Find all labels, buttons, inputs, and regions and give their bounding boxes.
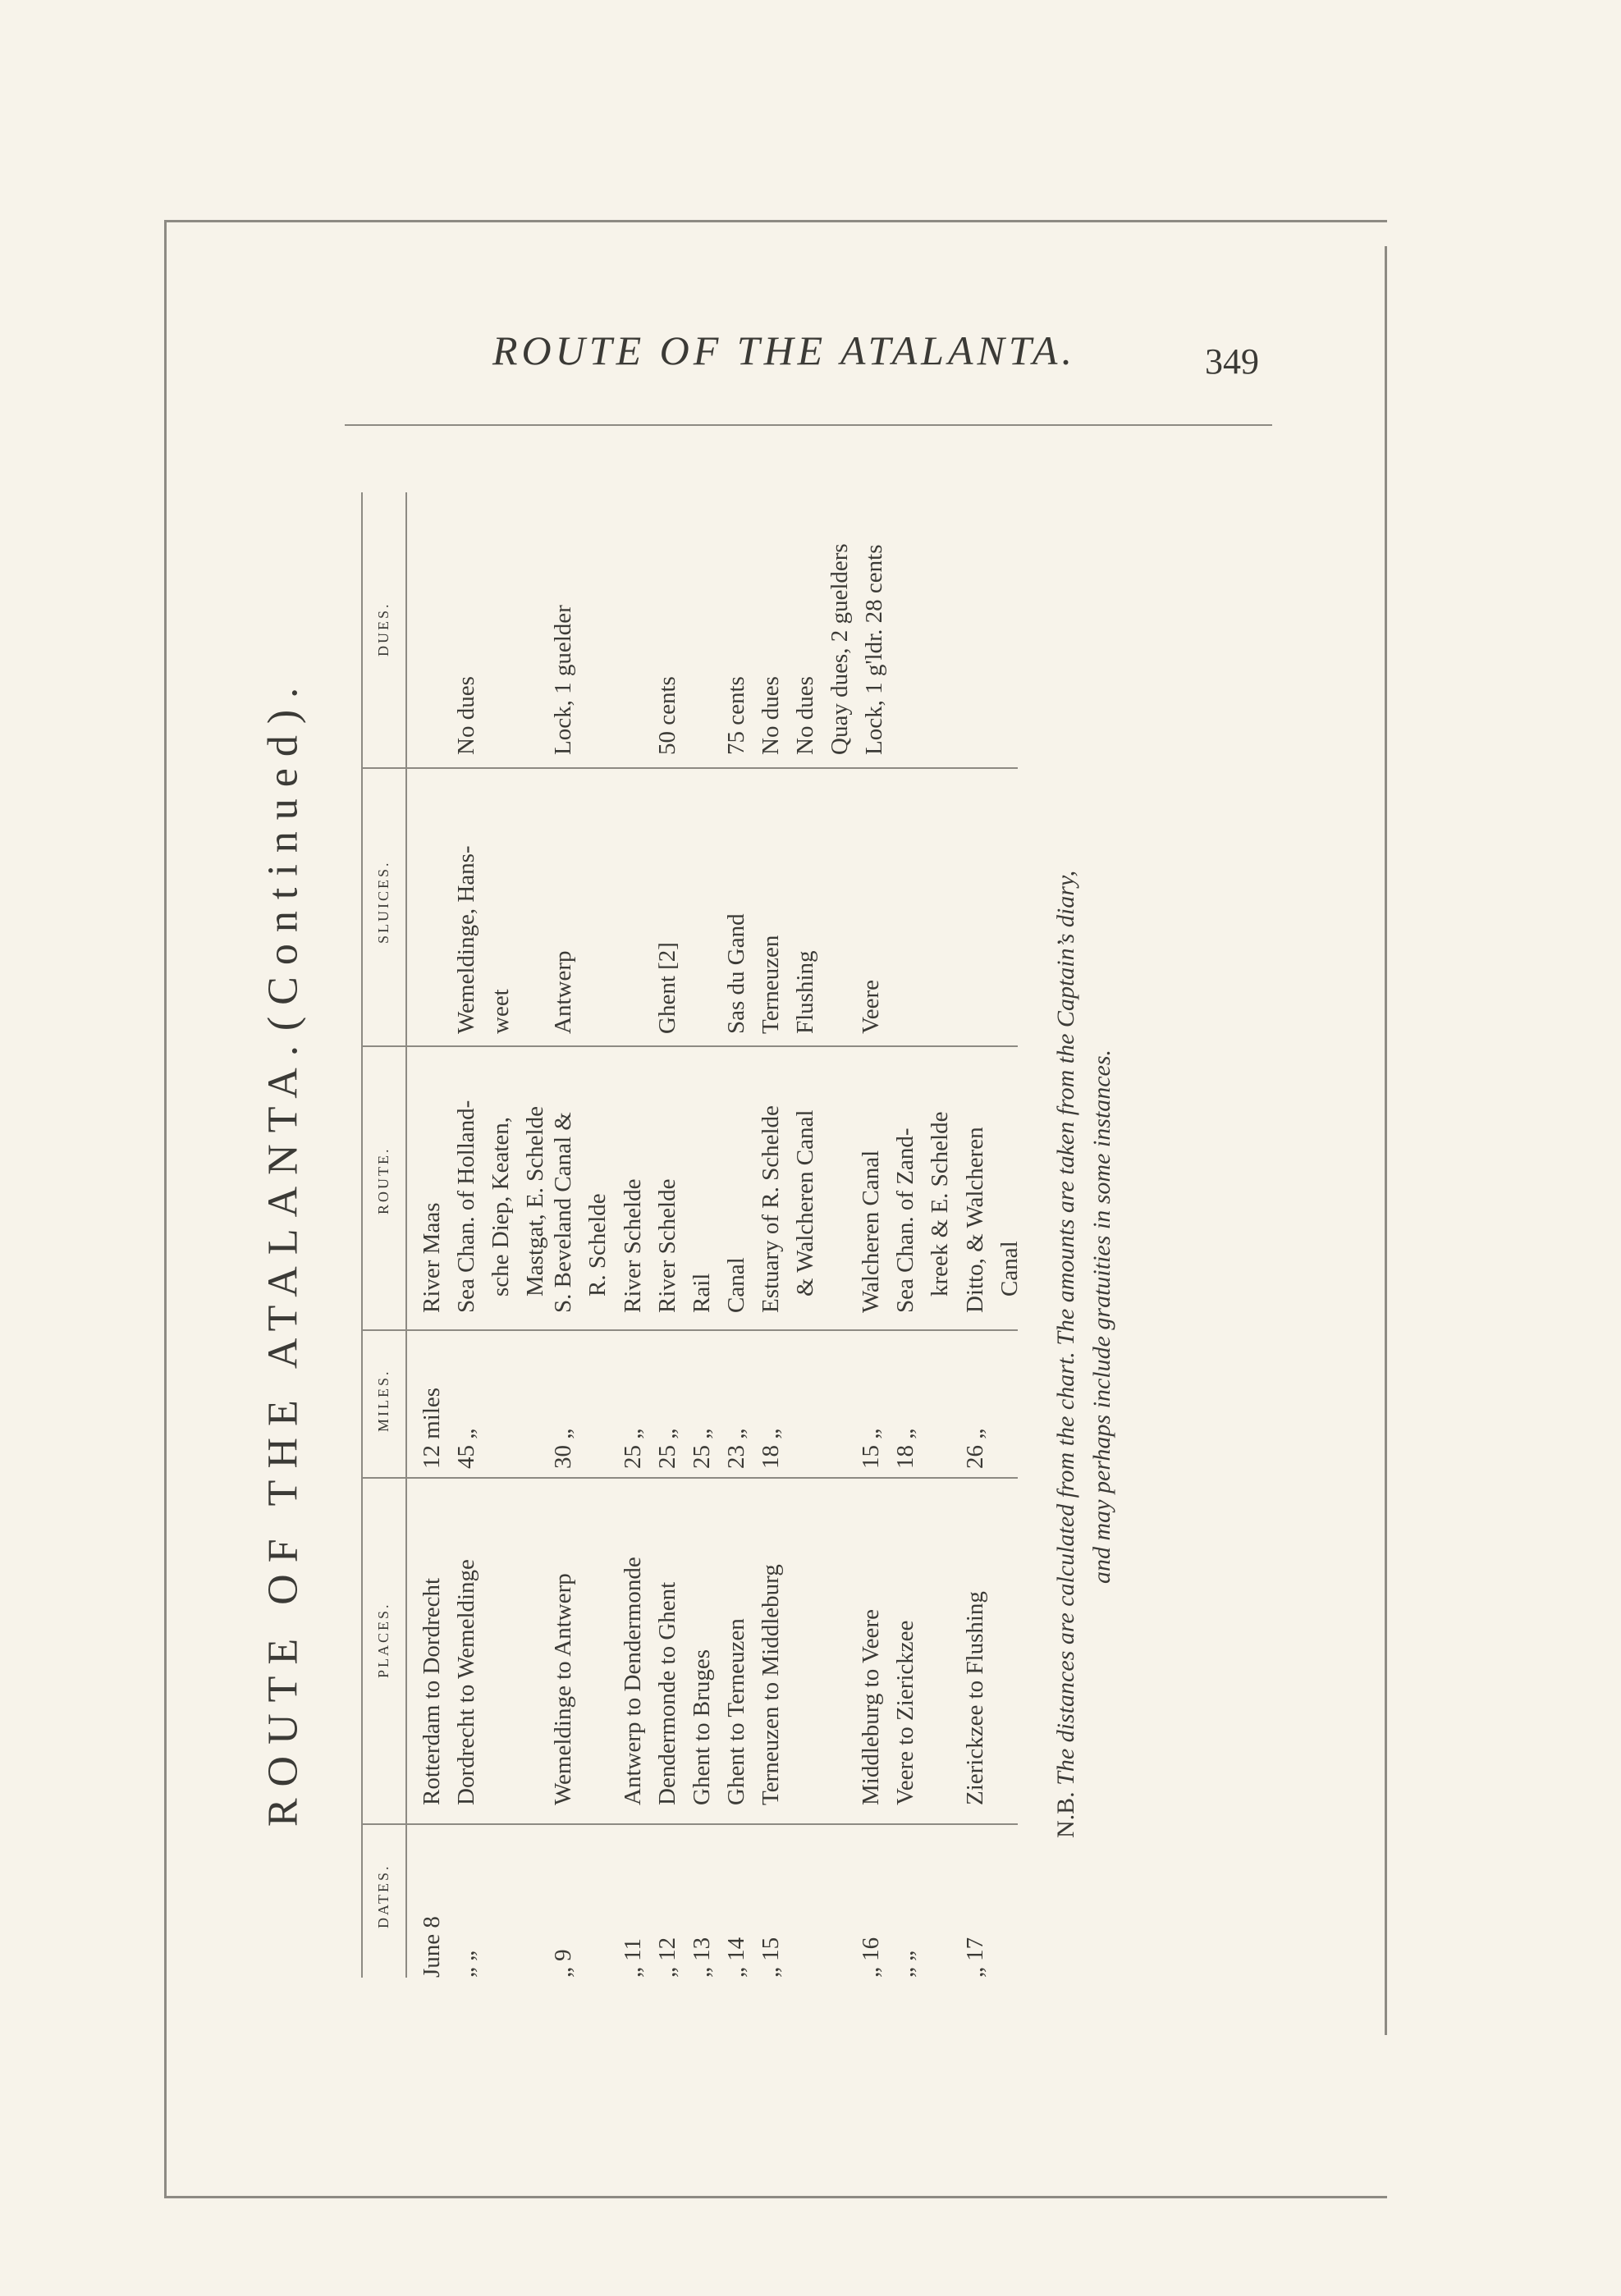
route-cell: Canal xyxy=(723,1257,749,1313)
miles-cell: 45 „ xyxy=(453,1428,479,1469)
place-cell: Veere to Zierickzee xyxy=(892,1620,918,1805)
page-number: 349 xyxy=(1205,341,1259,382)
route-cell: River Schelde xyxy=(620,1178,646,1313)
divider-places-miles xyxy=(361,1477,1018,1479)
place-cell: Wemeldinge to Antwerp xyxy=(550,1573,576,1805)
route-cell: Mastgat, E. Schelde xyxy=(522,1106,548,1297)
footnote-line-2 xyxy=(1085,1050,1120,1584)
sluice-cell: Flushing xyxy=(792,950,818,1034)
miles-cell: 30 „ xyxy=(550,1428,576,1469)
route-cell: & Walcheren Canal xyxy=(792,1109,818,1297)
footnote-text-2: and may perhaps include gratuities in some instances. xyxy=(1088,1049,1115,1584)
header-miles: MILES. xyxy=(375,1369,392,1432)
running-head: ROUTE OF THE ATALANTA. xyxy=(492,327,1076,373)
place-cell: Dendermonde to Ghent xyxy=(654,1581,680,1805)
header-places: PLACES. xyxy=(375,1602,392,1678)
footnote-line-1 xyxy=(1049,871,1083,1838)
miles-cell: 15 „ xyxy=(858,1428,884,1469)
date-cell: „ 9 xyxy=(550,1949,576,1978)
route-cell: R. Schelde xyxy=(584,1193,611,1297)
date-cell: „ „ xyxy=(892,1951,918,1978)
date-cell: „ 11 xyxy=(620,1937,646,1978)
header-route: ROUTE. xyxy=(375,1146,392,1214)
right-frame-rule xyxy=(1385,246,1387,2035)
dues-cell: Quay dues, 2 guelders xyxy=(827,543,853,755)
divider-route-sluices xyxy=(361,1045,1018,1047)
date-cell: „ 12 xyxy=(654,1937,680,1978)
route-cell: kreek & E. Schelde xyxy=(927,1111,953,1297)
dues-cell: No dues xyxy=(792,676,818,755)
sluice-cell: Antwerp xyxy=(550,950,576,1034)
route-cell: Estuary of R. Schelde xyxy=(758,1105,784,1313)
miles-cell: 26 „ xyxy=(962,1428,988,1469)
date-cell: „ 13 xyxy=(689,1937,715,1978)
route-cell: Sea Chan. of Holland- xyxy=(453,1100,479,1313)
header-underline xyxy=(345,424,1272,426)
route-cell: sche Diep, Keaten, xyxy=(488,1116,514,1297)
miles-cell: 12 miles xyxy=(419,1387,445,1469)
route-cell: Walcheren Canal xyxy=(858,1150,884,1313)
route-cell: River Schelde xyxy=(654,1178,680,1313)
route-cell: S. Beveland Canal & xyxy=(550,1112,576,1313)
sluice-cell: Sas du Gand xyxy=(723,913,749,1034)
dues-cell: No dues xyxy=(453,676,479,755)
route-cell: Canal xyxy=(996,1241,1023,1297)
date-cell: „ 15 xyxy=(758,1937,784,1978)
sluice-cell: Wemeldinge, Hans- xyxy=(453,845,479,1034)
miles-cell: 25 „ xyxy=(620,1428,646,1469)
place-cell: Ghent to Bruges xyxy=(689,1649,715,1805)
footnote-label: N.B. xyxy=(1052,1791,1079,1838)
date-cell: „ 17 xyxy=(962,1937,988,1978)
date-cell: June 8 xyxy=(419,1916,445,1978)
sluice-cell: Veere xyxy=(858,979,884,1034)
header-dates: DATES. xyxy=(375,1864,392,1928)
route-cell: Rail xyxy=(689,1273,715,1313)
divider-dates-places xyxy=(361,1823,1018,1825)
dues-cell: Lock, 1 g'ldr. 28 cents xyxy=(861,544,887,755)
sluice-cell: Terneuzen xyxy=(758,935,784,1034)
place-cell: Terneuzen to Middleburg xyxy=(758,1564,784,1805)
bottom-frame-rule xyxy=(164,2196,1387,2198)
miles-cell: 18 „ xyxy=(758,1428,784,1469)
route-cell: Ditto, & Walcheren xyxy=(962,1127,988,1313)
dues-cell: 50 cents xyxy=(654,676,680,755)
place-cell: Zierickzee to Flushing xyxy=(962,1591,988,1805)
table-title-continued: (Continued). xyxy=(259,675,307,1031)
header-sluices: SLUICES. xyxy=(375,860,392,944)
table-header-rule xyxy=(405,492,407,1978)
sluice-cell: weet xyxy=(488,989,514,1034)
dues-cell: No dues xyxy=(758,676,784,755)
table-left-rule xyxy=(361,492,363,1978)
sluice-cell: Ghent [2] xyxy=(654,942,680,1034)
place-cell: Middleburg to Veere xyxy=(858,1609,884,1805)
miles-cell: 25 „ xyxy=(654,1428,680,1469)
header-dues: DUES. xyxy=(375,601,392,656)
footnote-text-1: The distances are calculated from the chart. The amounts are taken from the Captain’s diary, xyxy=(1052,870,1079,1786)
date-cell: „ 14 xyxy=(723,1937,749,1978)
miles-cell: 25 „ xyxy=(689,1428,715,1469)
miles-cell: 23 „ xyxy=(723,1428,749,1469)
top-frame-rule xyxy=(164,220,1387,222)
left-frame-rule xyxy=(164,220,167,2198)
dues-cell: 75 cents xyxy=(723,676,749,755)
place-cell: Antwerp to Dendermonde xyxy=(620,1557,646,1805)
place-cell: Ghent to Terneuzen xyxy=(723,1618,749,1805)
dues-cell: Lock, 1 guelder xyxy=(550,605,576,755)
date-cell: „ 16 xyxy=(858,1937,884,1978)
place-cell: Rotterdam to Dordrecht xyxy=(419,1577,445,1805)
place-cell: Dordrecht to Wemeldinge xyxy=(453,1559,479,1805)
divider-sluices-dues xyxy=(361,767,1018,769)
route-cell: Sea Chan. of Zand- xyxy=(892,1127,918,1313)
table-title-block xyxy=(259,676,308,1827)
table-title: ROUTE OF THE ATALANTA. xyxy=(259,1034,307,1827)
divider-miles-route xyxy=(361,1329,1018,1331)
route-cell: River Maas xyxy=(419,1202,445,1313)
miles-cell: 18 „ xyxy=(892,1428,918,1469)
date-cell: „ „ xyxy=(453,1951,479,1978)
